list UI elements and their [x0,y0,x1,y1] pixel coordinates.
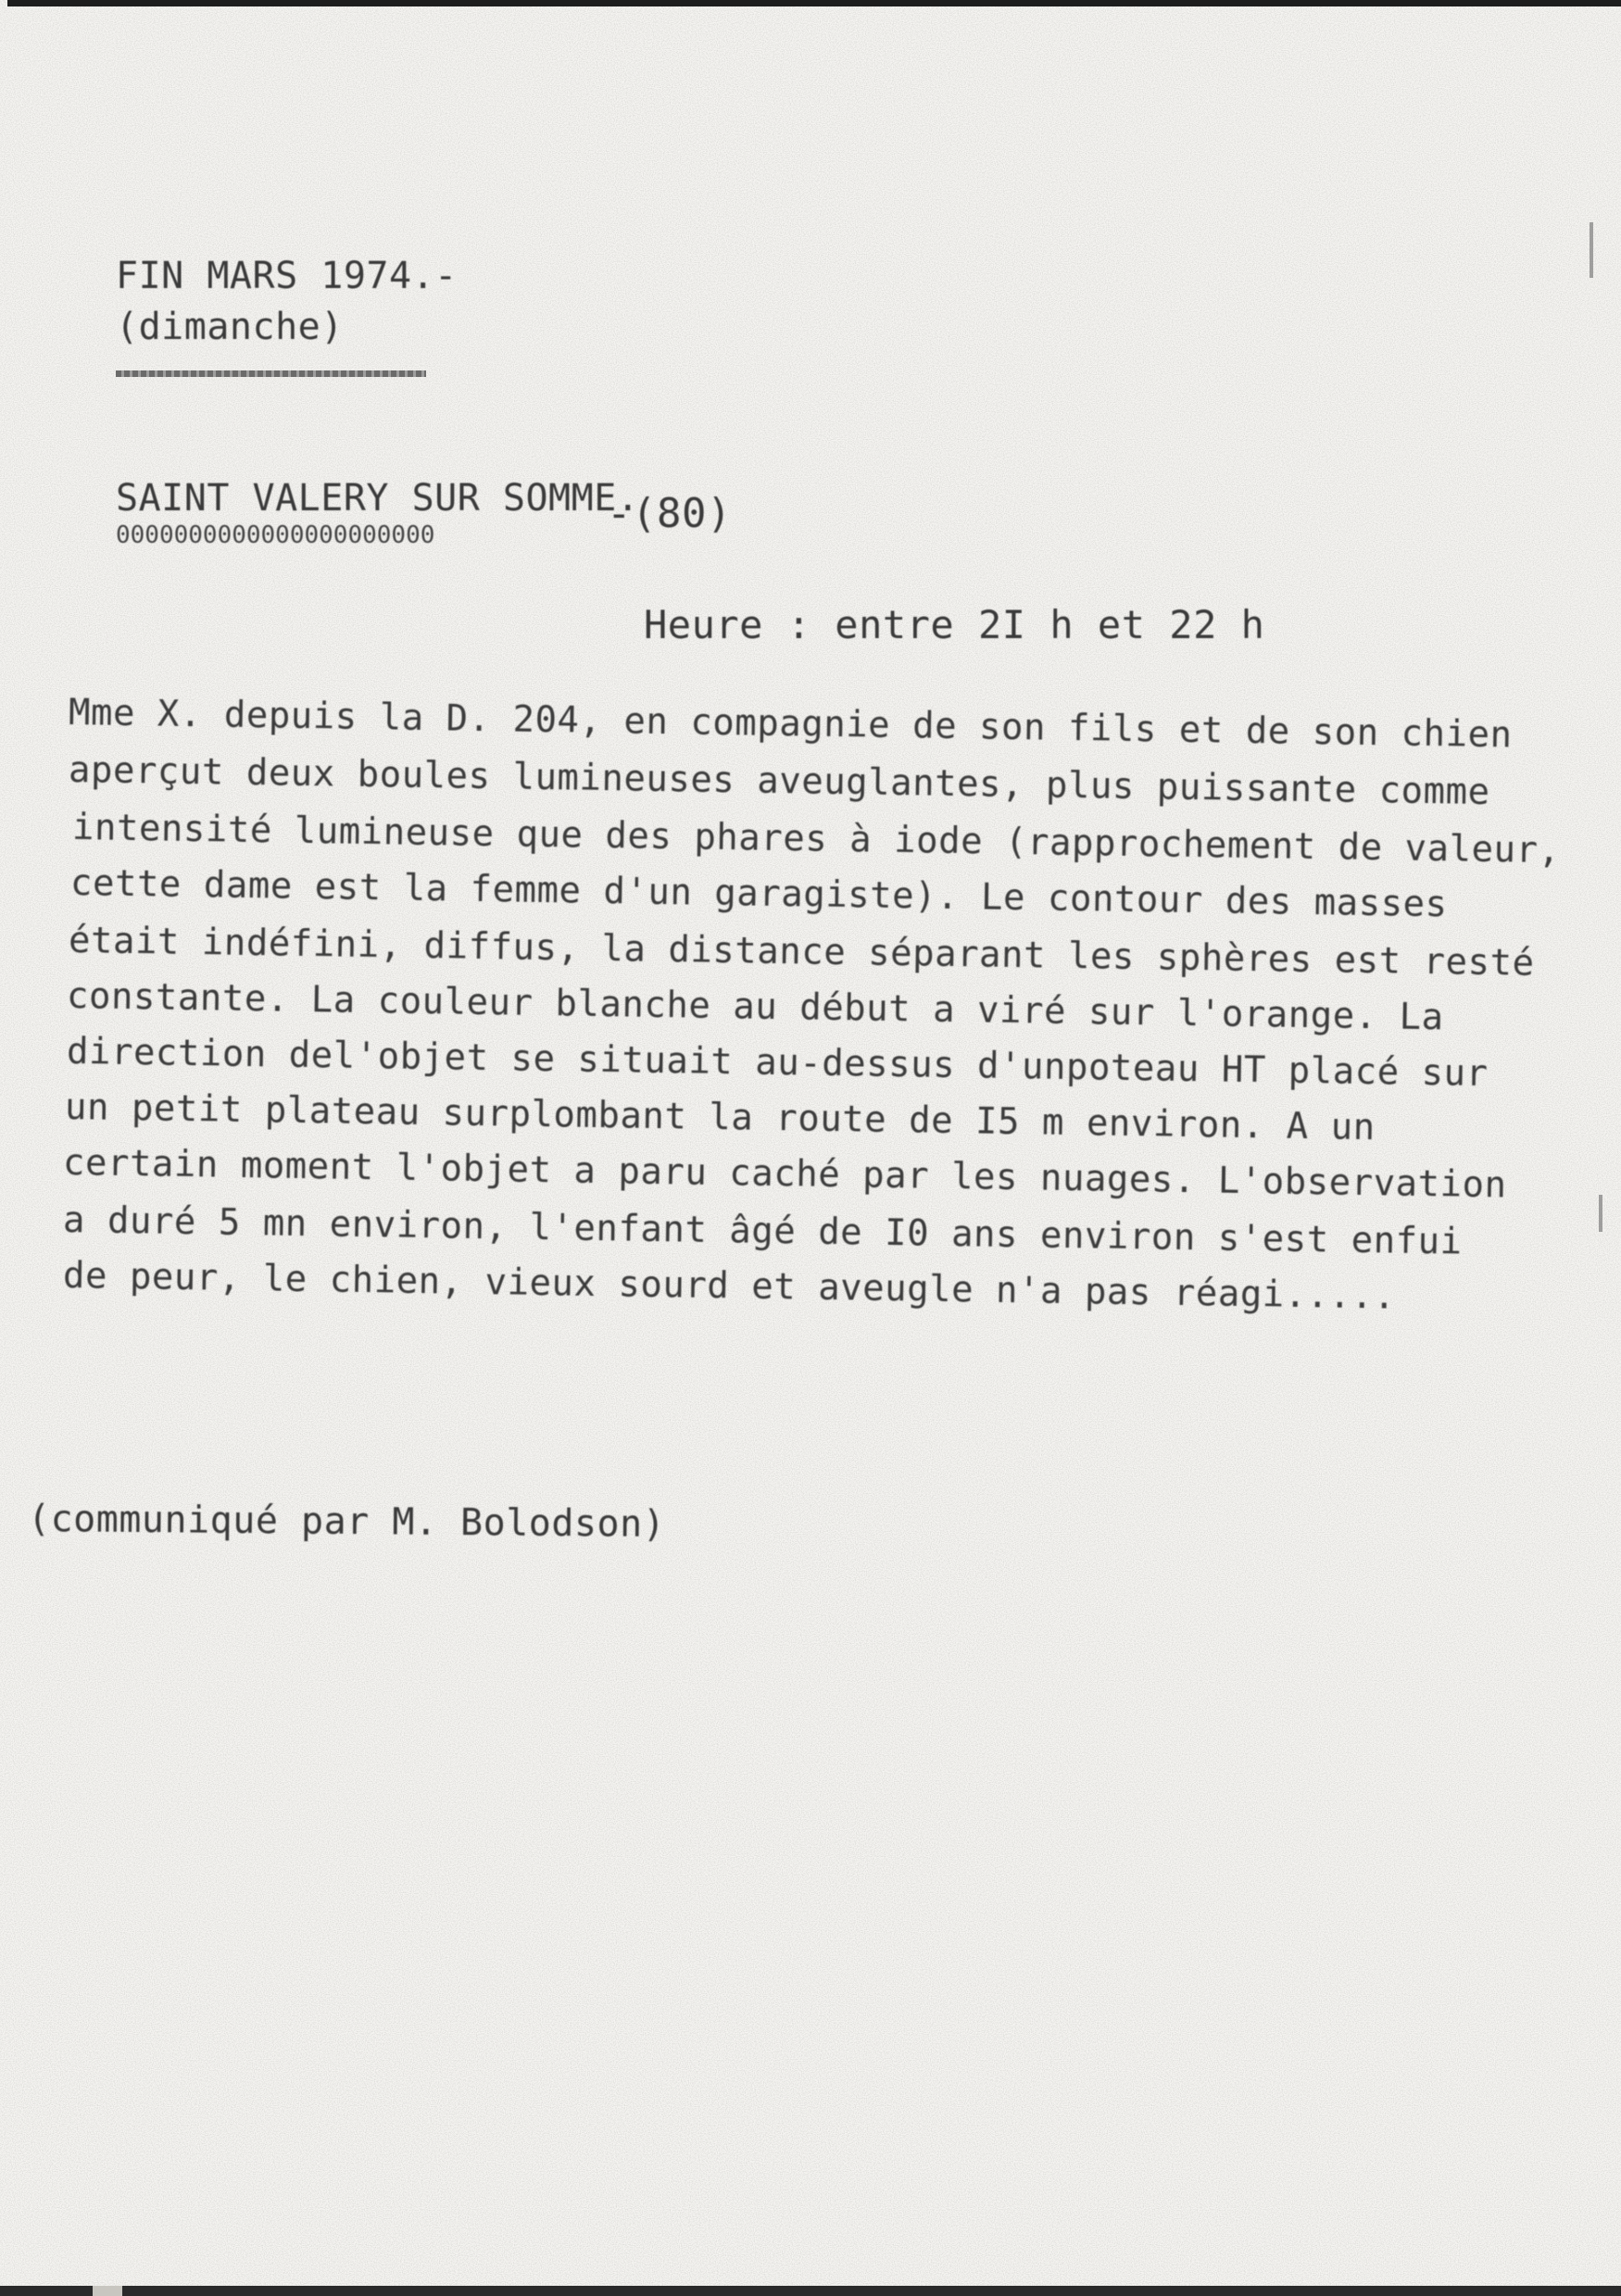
margin-mark [1590,222,1593,278]
report-body [62,685,1564,1318]
body-line: certain moment l'objet a paru caché par les nuages. L'observation [62,1142,1507,1207]
place-department: -(80) [607,490,732,537]
body-line: de peur, le chien, vieux sourd et aveugle n'a pas réagi..... [62,1255,1396,1318]
observation-time: Heure : entre 2I h et 22 h [644,602,1265,647]
body-line: était indéfini, diffus, la distance séparant les sphères est resté [68,920,1535,985]
body-line: constante. La couleur blanche au début a viré sur l'orange. La [66,975,1444,1039]
body-line: aperçut deux boules lumineuses aveuglantes, plus puissante comme [68,749,1490,814]
scan-top-edge [7,0,1621,6]
body-line: direction del'objet se situait au-dessus d'unpoteau HT placé sur [66,1031,1489,1096]
place-name: SAINT VALERY SUR SOMME. [116,477,640,520]
scan-bottom-edge [0,2286,1621,2296]
body-line: cette dame est la femme d'un garagiste). Le contour des masses [69,862,1448,926]
scan-bottom-edge-gap [93,2286,122,2296]
body-line: Mme X. depuis la D. 204, en compagnie de son fils et de son chien [68,692,1513,757]
body-line: a duré 5 mn environ, l'enfant âgé de I0 ans environ s'est enfui [62,1199,1463,1263]
margin-mark [1599,1195,1602,1232]
body-line: intensité lumineuse que des phares à iode (rapprochement de valeur, [71,807,1561,872]
body-line: un petit plateau surplombant la route de I5 m environ. A un [64,1086,1376,1149]
communicated-by: (communiqué par M. Bolodson) [27,1497,666,1547]
report-day: (dimanche) [116,306,344,348]
report-date: FIN MARS 1974.- [116,255,458,297]
date-underline [116,370,426,377]
place-underline: 0000000000000000000000 [116,521,435,549]
